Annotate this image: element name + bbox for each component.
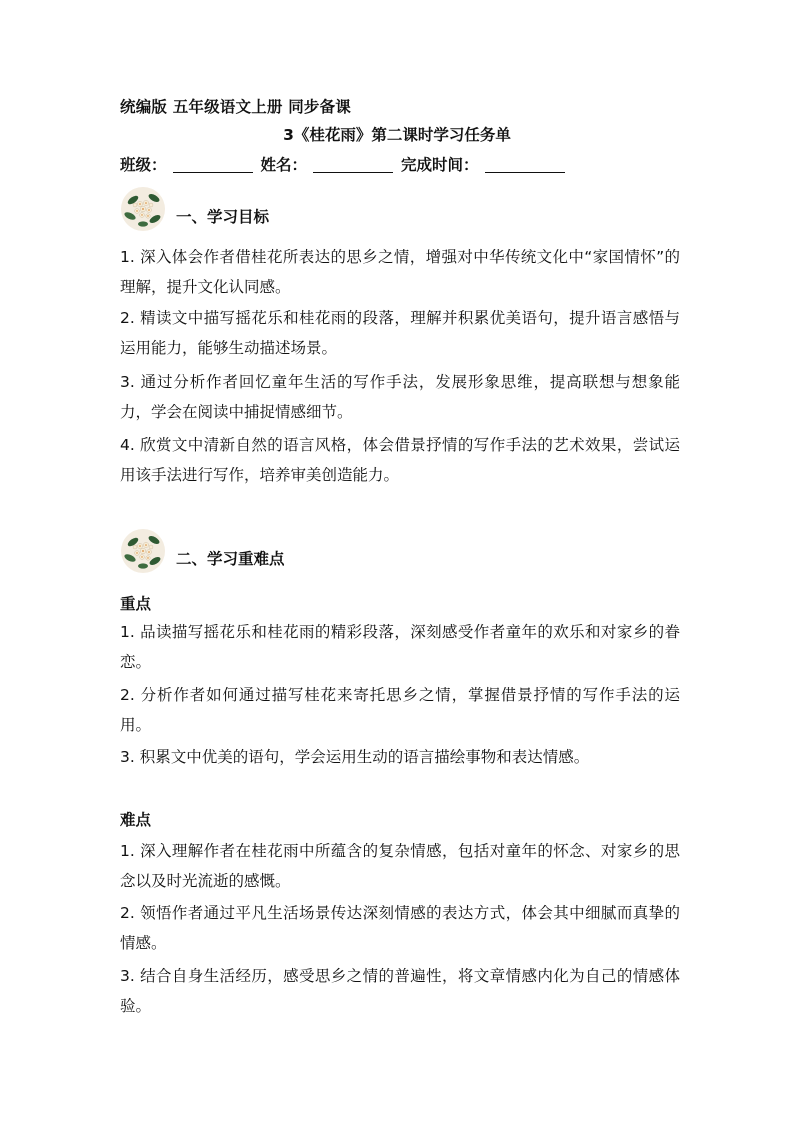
student-info-row [120,153,573,175]
diff-item-2: 2. 领悟作者通过平凡生活场景传达深刻情感的表达方式，体会其中细腻而真挚的情感。 [120,904,680,952]
time-blank-field[interactable] [485,156,565,173]
section-keypoints-heading [120,528,285,574]
key-item-1: 1. 品读描写摇花乐和桂花雨的精彩段落，深刻感受作者童年的欢乐和对家乡的眷恋。 [120,623,680,671]
goal-item-4: 4. 欣赏文中清新自然的语言风格，体会借景抒情的写作手法的艺术效果，尝试运用该手法进行写作，培养审美创造能力。 [120,436,680,484]
name-blank-field[interactable] [313,156,393,173]
series-header: 统编版 五年级语文上册 同步备课 [120,98,351,116]
key-item-3: 3. 积累文中优美的语句，学会运用生动的语言描绘事物和表达情感。 [120,748,590,766]
osmanthus-flower-icon [120,528,166,574]
section-goals-title: 一、学习目标 [176,208,270,226]
section-goals-heading [120,186,269,232]
goal-item-3: 3. 通过分析作者回忆童年生活的写作手法，发展形象思维，提高联想与想象能力，学会在阅读中捕捉情感细节。 [120,373,680,421]
key-points-label: 重点 [120,595,152,613]
class-blank-field[interactable] [173,156,253,173]
diff-item-1: 1. 深入理解作者在桂花雨中所蕴含的复杂情感，包括对童年的怀念、对家乡的思念以及时光流逝的感慨。 [120,842,680,890]
page-title: 3《桂花雨》第二课时学习任务单 [283,126,511,144]
goal-item-2: 2. 精读文中描写摇花乐和桂花雨的段落，理解并积累优美语句，提升语言感悟与运用能力，能够生动描述场景。 [120,309,680,357]
time-label: 完成时间： [401,156,479,174]
class-label: 班级： [120,156,167,174]
key-item-2: 2. 分析作者如何通过描写桂花来寄托思乡之情，掌握借景抒情的写作手法的运用。 [120,686,680,734]
section-keypoints-title: 二、学习重难点 [176,550,285,568]
name-label: 姓名： [260,156,308,174]
goal-item-1: 1. 深入体会作者借桂花所表达的思乡之情，增强对中华传统文化中“家国情怀”的理解，提升文化认同感。 [120,248,680,296]
diff-item-3: 3. 结合自身生活经历，感受思乡之情的普遍性，将文章情感内化为自己的情感体验。 [120,967,680,1015]
osmanthus-flower-icon [120,186,166,232]
difficult-points-label: 难点 [120,811,152,829]
